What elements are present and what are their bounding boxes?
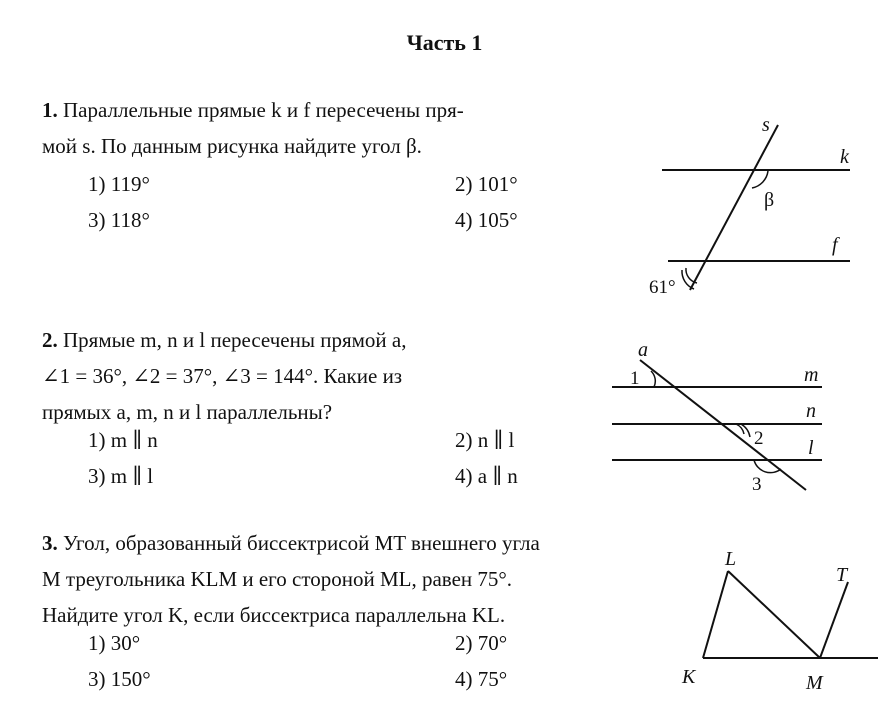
problem-3-option-2[interactable]: 2) 70° (455, 631, 508, 655)
problem-3-option-3[interactable]: 3) 150° (88, 667, 151, 691)
label-a: a (638, 339, 648, 361)
problem-3-line-3: Найдите угол K, если биссектриса параллельна KL. (42, 603, 506, 627)
segment-lm (728, 571, 820, 658)
segment-kl (703, 571, 728, 658)
label-61: 61° (649, 277, 676, 298)
label-n: n (806, 400, 816, 422)
problem-2-line-1-text: Прямые m, n и l пересечены прямой a, (63, 328, 407, 352)
problem-2-option-4[interactable]: 4) a ∥ n (455, 464, 518, 488)
label-angle-1: 1 (630, 368, 640, 389)
problem-1-line-2: мой s. По данным рисунка найдите угол β. (42, 134, 422, 158)
page-title: Часть 1 (406, 30, 483, 55)
label-s: s (762, 114, 770, 136)
label-L: L (725, 548, 737, 570)
problem-2-option-3[interactable]: 3) m ∥ l (88, 464, 154, 488)
problem-3-number: 3. (42, 531, 58, 555)
label-angle-2: 2 (754, 428, 764, 449)
label-beta: β (764, 189, 775, 211)
problem-3-option-4[interactable]: 4) 75° (455, 667, 508, 691)
problem-2-line-3: прямых a, m, n и l параллельны? (42, 400, 333, 424)
problem-1-option-1[interactable]: 1) 119° (88, 172, 150, 196)
label-angle-3: 3 (752, 474, 762, 495)
problem-3-line-2: M треугольника KLM и его стороной ML, равен 75°. (42, 567, 513, 591)
problem-1-option-4[interactable]: 4) 105° (455, 208, 518, 232)
problem-1-line-1-text: Параллельные прямые k и f пересечены пря- (63, 98, 464, 122)
label-m: m (804, 364, 819, 386)
label-f: f (832, 234, 838, 256)
label-T: T (836, 564, 848, 586)
label-l: l (808, 437, 814, 459)
problem-2-option-1[interactable]: 1) m ∥ n (88, 428, 158, 452)
problem-1-option-3[interactable]: 3) 118° (88, 208, 150, 232)
problem-2-number: 2. (42, 328, 58, 352)
bisector-mt (820, 582, 848, 658)
problem-2-option-2[interactable]: 2) n ∥ l (455, 428, 515, 452)
label-K: K (682, 666, 696, 688)
problem-3-line-1-text: Угол, образованный биссектрисой MT внешнего угла (63, 531, 540, 555)
problem-3-option-1[interactable]: 1) 30° (88, 631, 141, 655)
problem-2-line-2: ∠1 = 36°, ∠2 = 37°, ∠3 = 144°. Какие из (42, 364, 403, 388)
label-M: M (806, 672, 823, 694)
label-k: k (840, 146, 849, 168)
problem-1-option-2[interactable]: 2) 101° (455, 172, 518, 196)
problem-1-number: 1. (42, 98, 58, 122)
